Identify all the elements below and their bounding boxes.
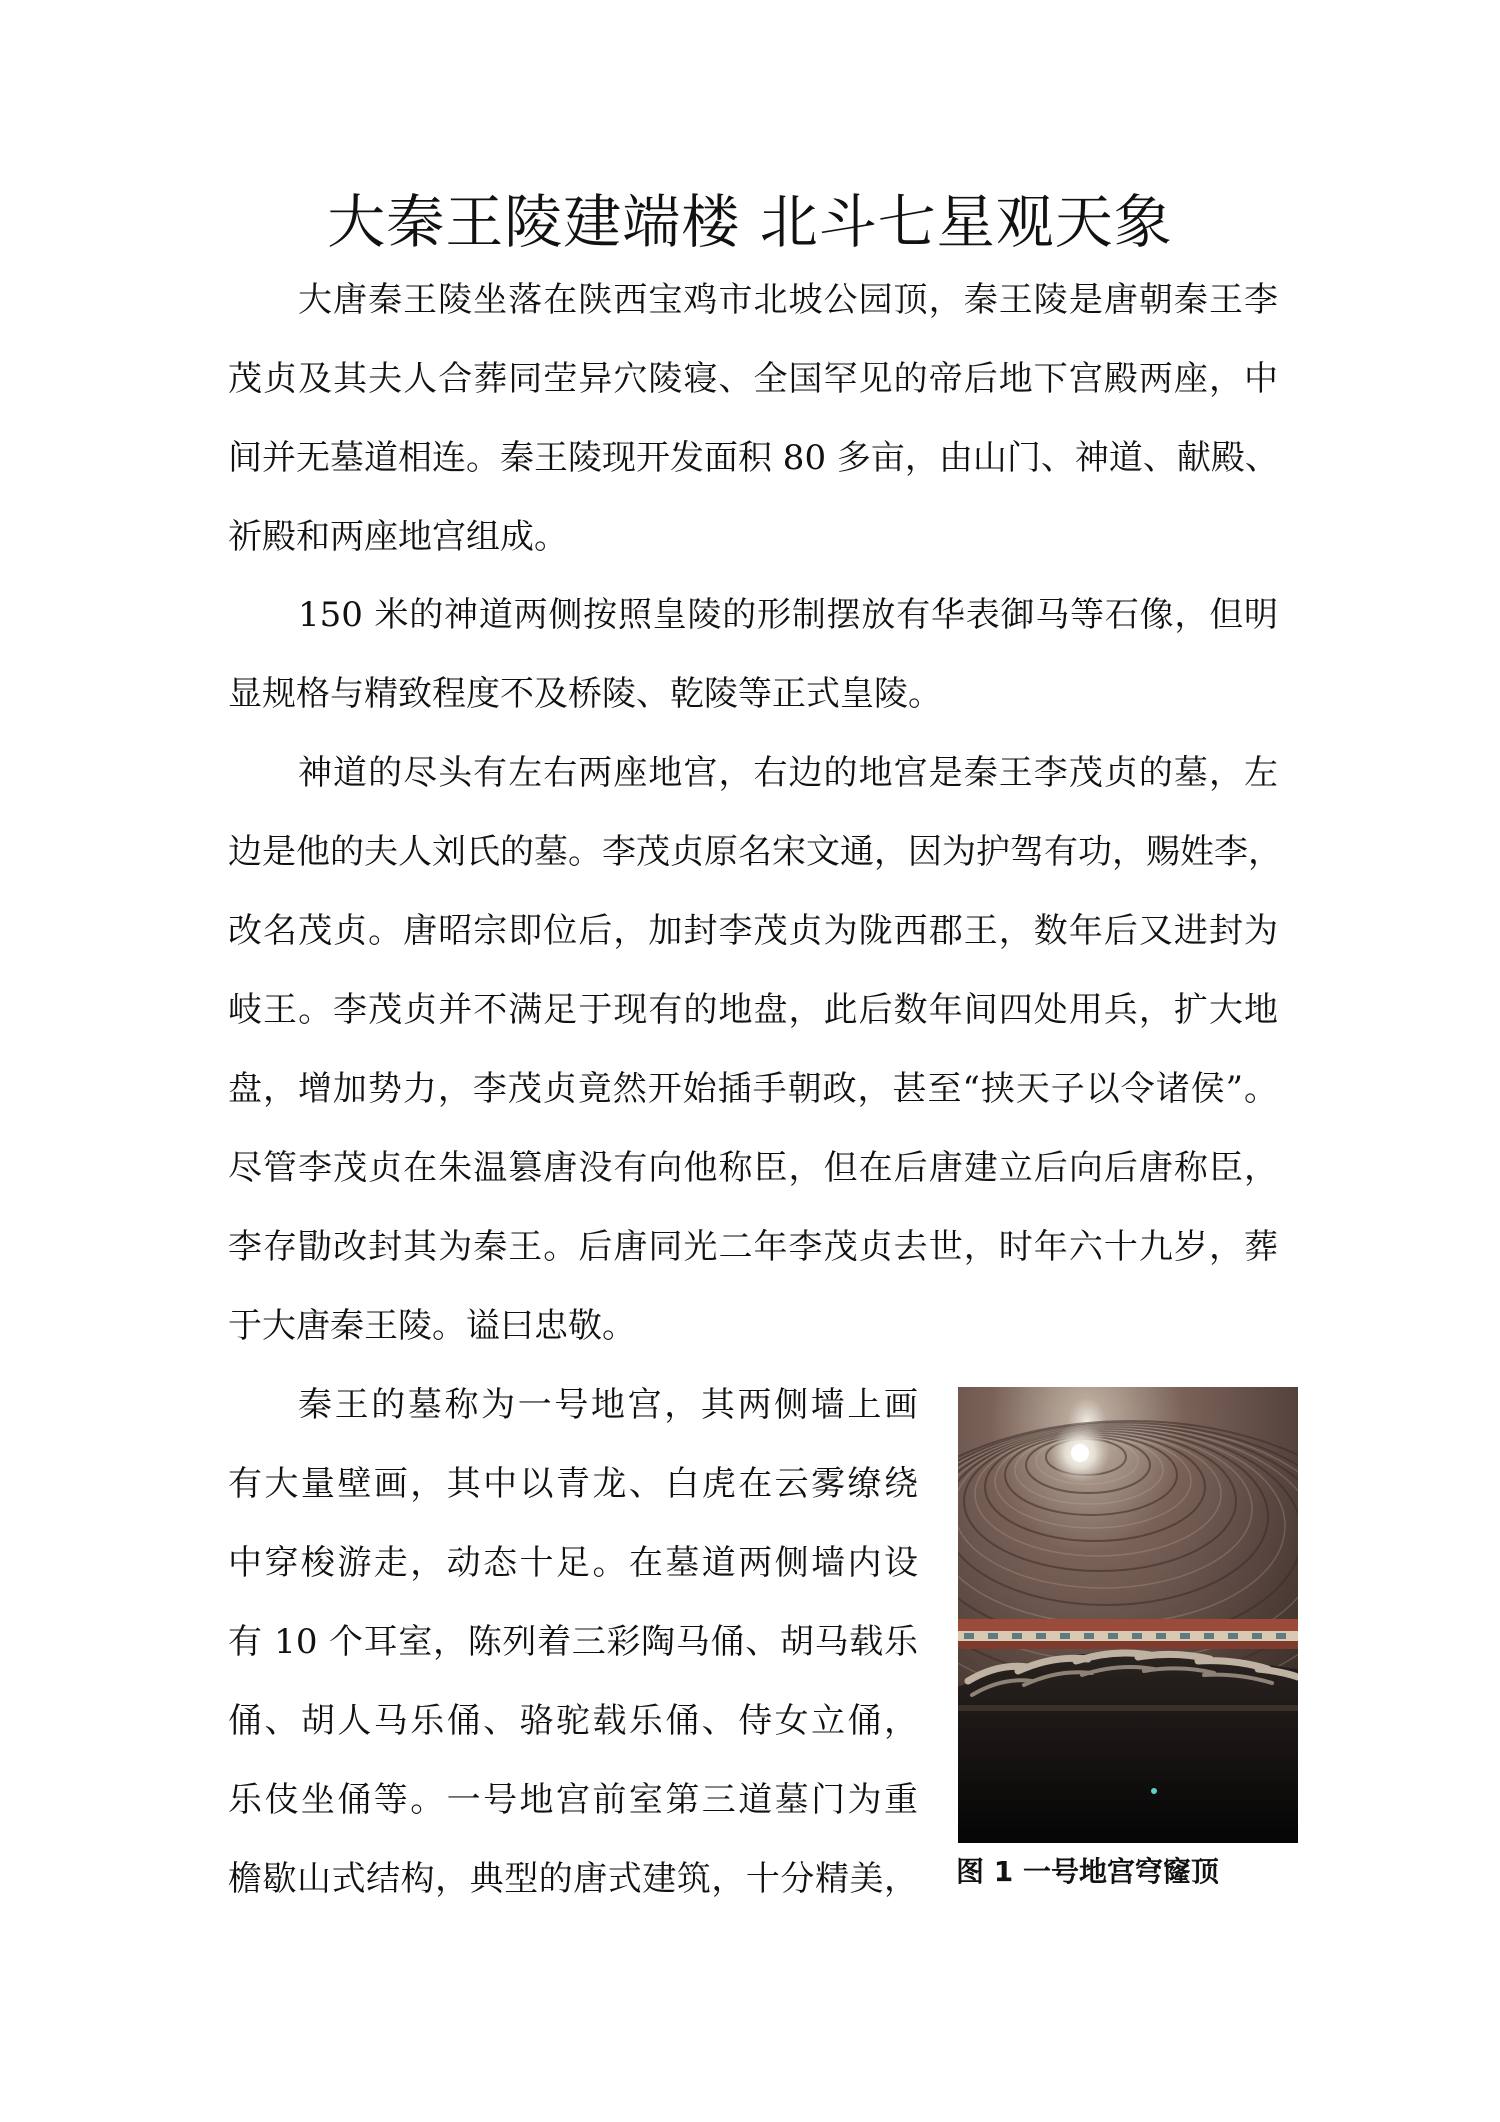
paragraph-3-line-5: 盘，增加势力，李茂贞竟然开始插手朝政，甚至“挟天子以令诸侯”。 [228, 1069, 1278, 1109]
paragraph-4-line-1: 秦王的墓称为一号地宫，其两侧墙上画 [298, 1385, 918, 1425]
paragraph-2-line-1: 150 米的神道两侧按照皇陵的形制摆放有华表御马等石像，但明 [298, 595, 1278, 635]
paragraph-4-line-5: 俑、胡人马乐俑、骆驼载乐俑、侍女立俑， [228, 1701, 918, 1741]
paragraph-4-line-6: 乐伎坐俑等。一号地宫前室第三道墓门为重 [228, 1780, 918, 1820]
paragraph-4-line-2: 有大量壁画，其中以青龙、白虎在云雾缭绕 [228, 1464, 918, 1504]
paragraph-3-line-1: 神道的尽头有左右两座地宫，右边的地宫是秦王李茂贞的墓，左 [298, 753, 1278, 793]
paragraph-1-line-3: 间并无墓道相连。秦王陵现开发面积 80 多亩，由山门、神道、献殿、 [228, 438, 1279, 478]
paragraph-3-line-7: 李存勖改封其为秦王。后唐同光二年李茂贞去世，时年六十九岁，葬 [228, 1227, 1278, 1267]
paragraph-3-line-3: 改名茂贞。唐昭宗即位后，加封李茂贞为陇西郡王，数年后又进封为 [228, 911, 1278, 951]
page-title: 大秦王陵建端楼 北斗七星观天象 [327, 188, 1173, 256]
paragraph-3-line-4: 岐王。李茂贞并不满足于现有的地盘，此后数年间四处用兵，扩大地 [228, 990, 1278, 1030]
paragraph-3-line-2: 边是他的夫人刘氏的墓。李茂贞原名宋文通，因为护驾有功，赐姓李， [228, 832, 1282, 872]
paragraph-2-line-2: 显规格与精致程度不及桥陵、乾陵等正式皇陵。 [228, 674, 942, 714]
paragraph-3-line-6: 尽管李茂贞在朱温篡唐没有向他称臣，但在后唐建立后向后唐称臣， [228, 1148, 1278, 1188]
paragraph-3-line-8: 于大唐秦王陵。谥曰忠敬。 [228, 1306, 636, 1346]
paragraph-1-line-4: 祈殿和两座地宫组成。 [228, 517, 568, 557]
paragraph-4-line-3: 中穿梭游走，动态十足。在墓道两侧墙内设 [228, 1543, 918, 1583]
figure-photo [958, 1387, 1298, 1843]
paragraph-1-line-2: 茂贞及其夫人合葬同茔异穴陵寝、全国罕见的帝后地下宫殿两座，中 [228, 359, 1278, 399]
figure-caption: 图 1 一号地宫穹窿顶 [956, 1855, 1219, 1888]
paragraph-4-line-7: 檐歇山式结构，典型的唐式建筑，十分精美， [228, 1859, 918, 1899]
paragraph-1-line-1: 大唐秦王陵坐落在陕西宝鸡市北坡公园顶，秦王陵是唐朝秦王李 [298, 280, 1278, 320]
paragraph-4-line-4: 有 10 个耳室，陈列着三彩陶马俑、胡马载乐 [228, 1622, 918, 1662]
